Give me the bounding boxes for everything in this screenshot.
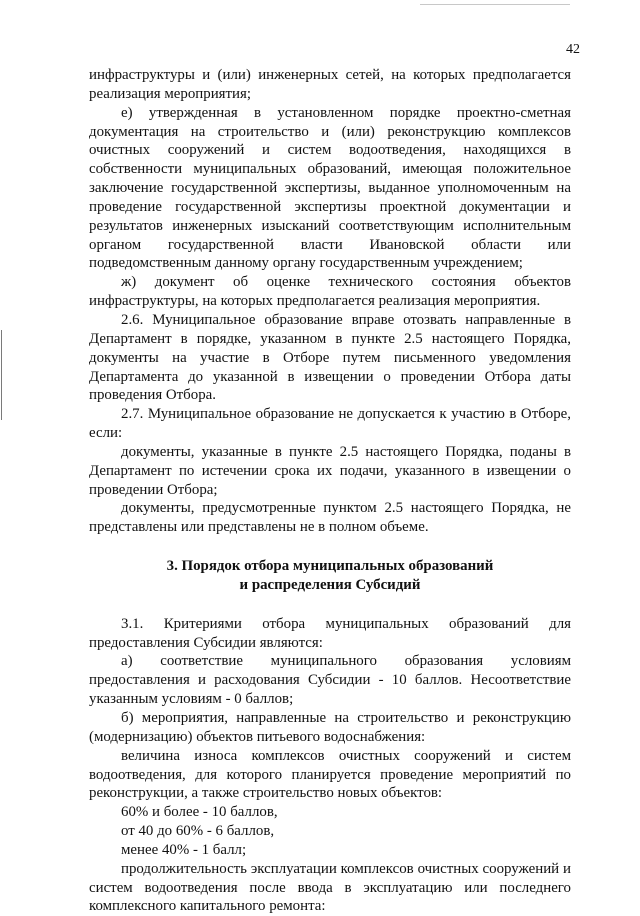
paragraph-2-7: 2.7. Муниципальное образование не допускается к участию в Отборе, если: [89, 406, 571, 442]
paragraph-operation-duration: продолжительность эксплуатации комплексов очистных сооружений и систем водоотведения после ввода в эксплуатацию или последнего комплексного капитального ремонта: [89, 860, 571, 915]
scan-artifact-top [420, 4, 570, 5]
section-heading [89, 557, 571, 595]
scan-artifact-left [1, 330, 2, 420]
score-line-under-40: менее 40% - 1 балл; [121, 841, 247, 858]
paragraph-2-7-condition-1: документы, указанные в пункте 2.5 настоящего Порядка, поданы в Департамент по истечении срока их подачи, указанного в извещении о проведении Отбора; [89, 443, 571, 498]
paragraph-2-7-condition-2: документы, предусмотренные пунктом 2.5 настоящего Порядка, не представлены или представлены не в полном объеме. [89, 500, 571, 536]
paragraph-criterion-a: а) соответствие муниципального образования условиям предоставления и расходования Субсидии - 10 баллов. Несоответствие указанным условиям - 0 баллов; [89, 653, 571, 708]
score-line-60: 60% и более - 10 баллов, [121, 804, 278, 821]
paragraph-wear-level: величина износа комплексов очистных сооружений и систем водоотведения, для которого планируется проведение мероприятий по реконструкции, а также строительство новых объектов: [89, 747, 571, 802]
paragraph-item-e: е) утвержденная в установленном порядке проектно-сметная документация на строительство и (или) реконструкцию комплексов очистных сооружений и систем водоотведения, находящихся в собственности муниципальных образований, имеющая положительное заключение государственной экспертизы, выданное уполномоченным на проведение государственной экспертизы проектной документации и результатов инженерных изысканий соответствующим исполнительным органом государственной власти Ивановской области или подведомственным данному органу государственным учреждением; [89, 104, 571, 272]
paragraph-item-zh: ж) документ об оценке технического состояния объектов инфраструктуры, на которых предполагается реализация мероприятия. [89, 274, 571, 310]
document-body [89, 66, 571, 916]
score-line-40-60: от 40 до 60% - 6 баллов, [121, 823, 275, 840]
section-heading-line-2: и распределения Субсидий [239, 576, 421, 593]
section-heading-line-1: 3. Порядок отбора муниципальных образований [166, 558, 494, 575]
paragraph-3-1: 3.1. Критериями отбора муниципальных образований для предоставления Субсидии являются: [89, 615, 571, 651]
paragraph-2-6: 2.6. Муниципальное образование вправе отозвать направленные в Департамент в порядке, указанном в пункте 2.5 настоящего Порядка, документы на участие в Отборе путем письменного уведомления Департамента до указанной в извещении о проведении Отбора даты проведения Отбора. [89, 311, 571, 404]
page-number: 42 [566, 42, 580, 57]
paragraph-continuation: инфраструктуры и (или) инженерных сетей, на которых предполагается реализация мероприятия; [89, 67, 571, 102]
paragraph-criterion-b: б) мероприятия, направленные на строительство и реконструкцию (модернизацию) объектов питьевого водоснабжения: [89, 710, 571, 745]
